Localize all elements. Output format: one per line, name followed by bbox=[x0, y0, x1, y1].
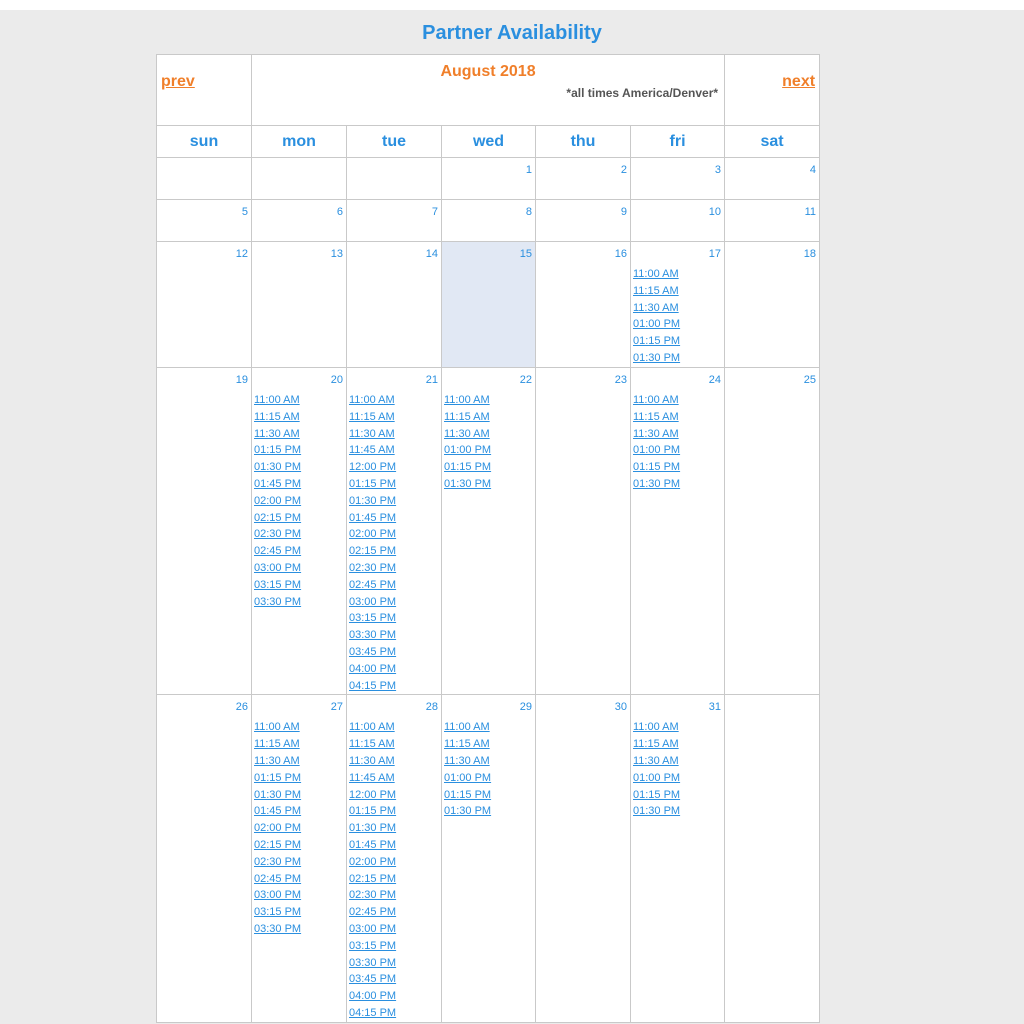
time-slot-link[interactable]: 01:15 PM bbox=[633, 335, 681, 348]
day-number: 16 bbox=[614, 248, 627, 260]
time-slot-link[interactable]: 01:45 PM bbox=[349, 511, 397, 524]
day-number: 13 bbox=[330, 248, 343, 260]
day-number: 10 bbox=[708, 206, 722, 218]
day-number: 7 bbox=[431, 206, 438, 218]
day-cell-28 bbox=[347, 695, 442, 1022]
day-cell-6 bbox=[252, 200, 347, 242]
time-slot-link[interactable]: 11:00 AM bbox=[349, 721, 395, 734]
time-slot-link[interactable]: 01:30 PM bbox=[633, 477, 681, 490]
week-row bbox=[157, 368, 820, 695]
time-slot-link[interactable]: 11:15 AM bbox=[349, 738, 395, 751]
week-row bbox=[157, 200, 820, 242]
time-slot-link[interactable]: 01:00 PM bbox=[633, 771, 681, 784]
time-slot-link[interactable]: 03:00 PM bbox=[254, 561, 302, 574]
time-slot-link[interactable]: 11:30 AM bbox=[633, 754, 679, 767]
day-cell-17 bbox=[631, 242, 725, 368]
availability-calendar bbox=[156, 54, 820, 1023]
next-cell bbox=[725, 55, 820, 126]
time-slot-link[interactable]: 03:15 PM bbox=[254, 906, 302, 919]
time-slot-link[interactable]: 02:30 PM bbox=[349, 889, 397, 902]
day-number: 23 bbox=[614, 374, 627, 386]
empty-day-cell bbox=[347, 158, 442, 200]
day-number: 9 bbox=[620, 206, 627, 218]
time-slot-link[interactable]: 12:00 PM bbox=[349, 788, 397, 801]
time-slot-link[interactable]: 02:30 PM bbox=[349, 561, 397, 574]
time-slot-link[interactable]: 01:15 PM bbox=[254, 444, 302, 457]
time-slot-link[interactable]: 01:00 PM bbox=[444, 771, 492, 784]
calendar-nav-row bbox=[157, 55, 820, 126]
weekday-header-sun: sun bbox=[157, 126, 252, 158]
time-slot-link[interactable]: 11:00 AM bbox=[444, 721, 490, 734]
time-slot-link[interactable]: 11:00 AM bbox=[633, 394, 679, 406]
time-slot-link[interactable]: 11:45 AM bbox=[349, 444, 395, 457]
day-cell-7 bbox=[347, 200, 442, 242]
day-cell-3 bbox=[631, 158, 725, 200]
time-slot-link[interactable]: 03:15 PM bbox=[254, 578, 302, 591]
day-number: 27 bbox=[330, 701, 343, 714]
day-number: 20 bbox=[330, 374, 343, 386]
time-slot-link[interactable]: 01:15 PM bbox=[444, 788, 492, 801]
month-title: August 2018 bbox=[440, 63, 536, 80]
time-slot-link[interactable]: 11:15 AM bbox=[254, 738, 300, 751]
week-row bbox=[157, 242, 820, 368]
time-slot-link[interactable]: 11:00 AM bbox=[444, 394, 490, 406]
day-cell-21 bbox=[347, 368, 442, 695]
day-cell-15 bbox=[442, 242, 536, 368]
day-number: 1 bbox=[525, 164, 532, 176]
time-slot-link[interactable]: 11:30 AM bbox=[633, 301, 679, 314]
time-slot-link[interactable]: 01:15 PM bbox=[254, 771, 302, 784]
time-slot-link[interactable]: 11:30 AM bbox=[444, 754, 490, 767]
time-slot-link[interactable]: 02:00 PM bbox=[254, 494, 302, 507]
day-number: 26 bbox=[235, 701, 248, 714]
time-slot-link[interactable]: 03:45 PM bbox=[349, 645, 397, 658]
time-slot-link[interactable]: 11:15 AM bbox=[633, 284, 679, 297]
week-row bbox=[157, 695, 820, 1022]
weekday-header-fri: fri bbox=[631, 126, 725, 158]
time-slot-link[interactable]: 01:30 PM bbox=[444, 477, 492, 490]
day-cell-22 bbox=[442, 368, 536, 695]
weekday-header-thu: thu bbox=[536, 126, 631, 158]
time-slot-link[interactable]: 01:45 PM bbox=[349, 838, 397, 851]
day-number: 8 bbox=[525, 206, 532, 218]
time-slot-link[interactable]: 11:30 AM bbox=[254, 427, 300, 440]
time-slot-link[interactable]: 12:00 PM bbox=[349, 461, 397, 474]
day-cell-30 bbox=[536, 695, 631, 1022]
month-header-cell bbox=[252, 55, 725, 126]
time-slot-link[interactable]: 01:30 PM bbox=[254, 788, 302, 801]
day-cell-23 bbox=[536, 368, 631, 695]
time-slot-list bbox=[631, 263, 724, 367]
day-cell-24 bbox=[631, 368, 725, 695]
time-slot-link[interactable]: 03:45 PM bbox=[349, 973, 397, 986]
day-cell-9 bbox=[536, 200, 631, 242]
time-slot-list bbox=[442, 716, 535, 820]
day-number: 18 bbox=[803, 248, 817, 260]
day-number: 30 bbox=[614, 701, 627, 714]
day-cell-12 bbox=[157, 242, 252, 368]
day-cell-29 bbox=[442, 695, 536, 1022]
time-slot-link[interactable]: 02:15 PM bbox=[254, 511, 302, 524]
day-number: 31 bbox=[708, 701, 722, 714]
day-cell-13 bbox=[252, 242, 347, 368]
time-slot-link[interactable]: 04:15 PM bbox=[349, 679, 397, 692]
day-cell-1 bbox=[442, 158, 536, 200]
time-slot-link[interactable]: 01:45 PM bbox=[254, 805, 302, 818]
empty-day-cell bbox=[725, 695, 820, 1022]
day-cell-18 bbox=[725, 242, 820, 368]
time-slot-link[interactable]: 03:15 PM bbox=[349, 612, 397, 625]
time-slot-link[interactable]: 11:00 AM bbox=[254, 721, 300, 734]
time-slot-link[interactable]: 01:30 PM bbox=[349, 822, 397, 835]
weekday-header-row bbox=[157, 126, 820, 158]
time-slot-link[interactable]: 02:00 PM bbox=[349, 855, 397, 868]
time-slot-link[interactable]: 02:30 PM bbox=[254, 855, 302, 868]
time-slot-link[interactable]: 11:30 AM bbox=[349, 427, 395, 440]
page-title: Partner Availability bbox=[422, 22, 602, 44]
day-cell-16 bbox=[536, 242, 631, 368]
next-month-link[interactable]: next bbox=[782, 73, 816, 90]
prev-month-link[interactable]: prev bbox=[161, 73, 195, 90]
time-slot-link[interactable]: 01:00 PM bbox=[633, 318, 681, 331]
time-slot-link[interactable]: 01:30 PM bbox=[444, 805, 492, 818]
time-slot-link[interactable]: 11:00 AM bbox=[633, 721, 679, 734]
time-slot-link[interactable]: 11:15 AM bbox=[444, 738, 490, 751]
time-slot-link[interactable]: 01:00 PM bbox=[444, 444, 492, 457]
day-number: 2 bbox=[620, 164, 627, 176]
time-slot-link[interactable]: 03:30 PM bbox=[349, 629, 397, 642]
time-slot-link[interactable]: 02:00 PM bbox=[254, 822, 302, 835]
time-slot-link[interactable]: 02:30 PM bbox=[254, 528, 302, 541]
time-slot-link[interactable]: 03:30 PM bbox=[349, 956, 397, 969]
day-number: 12 bbox=[235, 248, 248, 260]
calendar-weeks bbox=[157, 158, 820, 1023]
day-cell-10 bbox=[631, 200, 725, 242]
day-cell-5 bbox=[157, 200, 252, 242]
time-slot-link[interactable]: 11:30 AM bbox=[349, 754, 395, 767]
day-number: 25 bbox=[803, 374, 817, 386]
time-slot-link[interactable]: 03:30 PM bbox=[254, 922, 302, 935]
time-slot-link[interactable]: 01:15 PM bbox=[349, 805, 397, 818]
time-slot-link[interactable]: 02:00 PM bbox=[349, 528, 397, 541]
day-cell-8 bbox=[442, 200, 536, 242]
weekday-header-mon: mon bbox=[252, 126, 347, 158]
week-row bbox=[157, 158, 820, 200]
day-number: 5 bbox=[241, 206, 248, 218]
prev-cell bbox=[157, 55, 252, 126]
time-slot-link[interactable]: 03:30 PM bbox=[254, 595, 302, 608]
time-slot-link[interactable]: 02:45 PM bbox=[349, 578, 397, 591]
time-slot-link[interactable]: 03:00 PM bbox=[349, 595, 397, 608]
day-cell-14 bbox=[347, 242, 442, 368]
time-slot-link[interactable]: 02:15 PM bbox=[349, 545, 397, 558]
day-number: 14 bbox=[425, 248, 438, 260]
day-cell-11 bbox=[725, 200, 820, 242]
day-number: 3 bbox=[714, 164, 722, 176]
day-cell-26 bbox=[157, 695, 252, 1022]
time-slot-list bbox=[252, 389, 346, 610]
day-cell-27 bbox=[252, 695, 347, 1022]
time-slot-link[interactable]: 01:30 PM bbox=[349, 494, 397, 507]
day-number: 29 bbox=[519, 701, 532, 714]
day-number: 28 bbox=[425, 701, 438, 714]
day-cell-2 bbox=[536, 158, 631, 200]
time-slot-link[interactable]: 11:15 AM bbox=[254, 410, 300, 423]
time-slot-list bbox=[347, 716, 441, 1021]
time-slot-link[interactable]: 11:00 AM bbox=[349, 394, 395, 406]
time-slot-link[interactable]: 03:00 PM bbox=[254, 889, 302, 902]
weekday-header-tue: tue bbox=[347, 126, 442, 158]
time-slot-link[interactable]: 01:30 PM bbox=[633, 351, 681, 364]
day-cell-31 bbox=[631, 695, 725, 1022]
day-number: 11 bbox=[804, 206, 817, 218]
weekday-header-sat: sat bbox=[725, 126, 820, 158]
day-number: 17 bbox=[708, 248, 722, 260]
time-slot-link[interactable]: 11:45 AM bbox=[349, 771, 395, 784]
day-cell-20 bbox=[252, 368, 347, 695]
time-slot-list bbox=[442, 389, 535, 493]
time-slot-link[interactable]: 11:15 AM bbox=[633, 410, 679, 423]
time-slot-list bbox=[347, 389, 441, 694]
time-slot-link[interactable]: 04:00 PM bbox=[349, 990, 397, 1003]
time-slot-link[interactable]: 11:15 AM bbox=[444, 410, 490, 423]
day-cell-19 bbox=[157, 368, 252, 695]
day-number: 22 bbox=[519, 374, 532, 386]
day-number: 19 bbox=[235, 374, 248, 386]
time-slot-link[interactable]: 02:15 PM bbox=[349, 872, 397, 885]
day-cell-4 bbox=[725, 158, 820, 200]
timezone-note: *all times America/Denver* bbox=[566, 86, 719, 100]
time-slot-link[interactable]: 11:15 AM bbox=[633, 738, 679, 751]
time-slot-link[interactable]: 11:30 AM bbox=[254, 754, 300, 767]
time-slot-link[interactable]: 01:15 PM bbox=[633, 788, 681, 801]
time-slot-link[interactable]: 02:15 PM bbox=[254, 838, 302, 851]
time-slot-link[interactable]: 01:15 PM bbox=[349, 477, 397, 490]
time-slot-link[interactable]: 01:00 PM bbox=[633, 444, 681, 457]
time-slot-link[interactable]: 03:15 PM bbox=[349, 939, 397, 952]
empty-day-cell bbox=[157, 158, 252, 200]
empty-day-cell bbox=[252, 158, 347, 200]
time-slot-link[interactable]: 01:30 PM bbox=[254, 461, 302, 474]
time-slot-link[interactable]: 11:00 AM bbox=[633, 268, 679, 280]
time-slot-link[interactable]: 11:30 AM bbox=[444, 427, 490, 440]
time-slot-link[interactable]: 01:30 PM bbox=[633, 805, 681, 818]
time-slot-link[interactable]: 11:30 AM bbox=[633, 427, 679, 440]
day-number: 21 bbox=[425, 374, 438, 386]
time-slot-link[interactable]: 02:45 PM bbox=[254, 872, 302, 885]
time-slot-link[interactable]: 02:45 PM bbox=[254, 545, 302, 558]
day-number: 24 bbox=[708, 374, 722, 386]
time-slot-link[interactable]: 04:00 PM bbox=[349, 662, 397, 675]
day-number: 6 bbox=[336, 206, 343, 218]
time-slot-list bbox=[631, 716, 724, 820]
time-slot-link[interactable]: 01:15 PM bbox=[444, 461, 492, 474]
time-slot-list bbox=[631, 389, 724, 493]
day-cell-25 bbox=[725, 368, 820, 695]
time-slot-link[interactable]: 04:15 PM bbox=[349, 1006, 397, 1019]
day-number: 4 bbox=[809, 164, 817, 176]
time-slot-link[interactable]: 02:45 PM bbox=[349, 906, 397, 919]
time-slot-list bbox=[252, 716, 346, 937]
time-slot-link[interactable]: 11:15 AM bbox=[349, 410, 395, 423]
time-slot-link[interactable]: 01:45 PM bbox=[254, 477, 302, 490]
time-slot-link[interactable]: 11:00 AM bbox=[254, 394, 300, 406]
weekday-header-wed: wed bbox=[442, 126, 536, 158]
day-number: 15 bbox=[519, 248, 532, 260]
time-slot-link[interactable]: 03:00 PM bbox=[349, 922, 397, 935]
time-slot-link[interactable]: 01:15 PM bbox=[633, 461, 681, 474]
